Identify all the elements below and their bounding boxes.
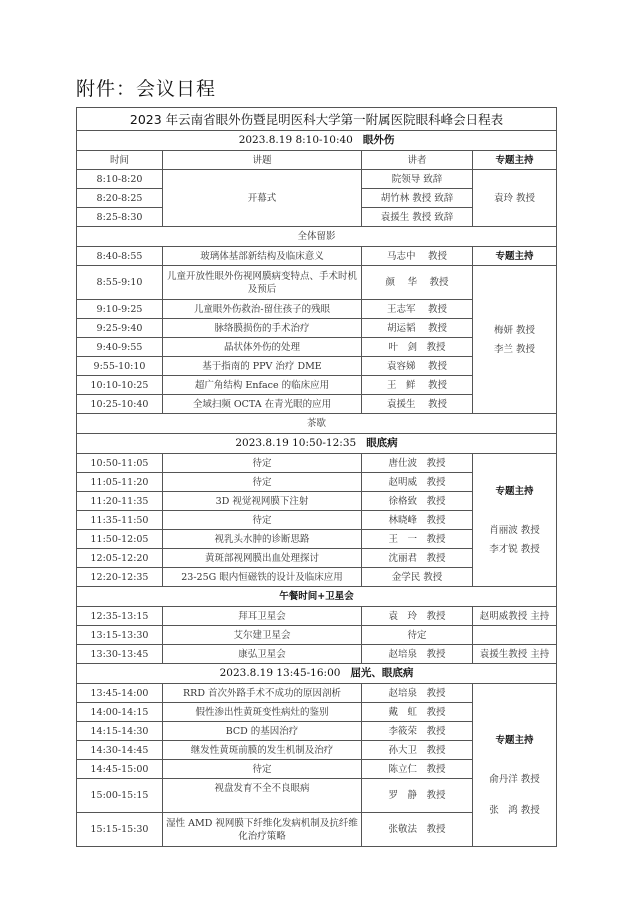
- table-row: [77, 626, 557, 645]
- time-cell: 8:20-8:25: [77, 189, 163, 208]
- speaker-cell: 袁 玲 教授: [362, 607, 473, 626]
- break-row: [77, 227, 557, 247]
- time-cell: 15:00-15:15: [77, 779, 163, 813]
- speaker-cell: 颜 华 教授: [362, 266, 473, 300]
- topic-cell: BCD 的基因治疗: [163, 722, 362, 741]
- topic-cell: 脉络膜损伤的手术治疗: [163, 319, 362, 338]
- time-cell: 14:45-15:00: [77, 760, 163, 779]
- section-header: [77, 664, 557, 684]
- speaker-cell: 孙大卫 教授: [362, 741, 473, 760]
- topic-cell: RRD 首次外路手术不成功的原因剖析: [163, 684, 362, 703]
- topic-cell: 待定: [163, 454, 362, 473]
- topic-cell: 全域扫频 OCTA 在青光眼的应用: [163, 395, 362, 414]
- time-cell: 9:55-10:10: [77, 357, 163, 376]
- topic-cell: 23-25G 眼内恒磁铁的设计及临床应用: [163, 568, 362, 587]
- section-datetime: 2023.8.19 8:10-10:40: [238, 134, 353, 146]
- document-heading: 附件：会议日程: [76, 78, 217, 100]
- topic-cell: 开幕式: [163, 170, 362, 227]
- section-datetime: 2023.8.19 13:45-16:00: [219, 667, 341, 679]
- topic-cell: 儿童开放性眼外伤视网膜病变特点、手术时机及预后: [163, 266, 362, 300]
- speaker-cell: 王 鲜 教授: [362, 376, 473, 395]
- host-title: 专题主持: [495, 735, 534, 746]
- time-cell: 12:05-12:20: [77, 549, 163, 568]
- speaker-cell: 赵培泉 教授: [362, 645, 473, 664]
- topic-cell: 黄斑部视网膜出血处理探讨: [163, 549, 362, 568]
- table-row: [77, 247, 557, 266]
- col-header-speaker: 讲者: [362, 151, 473, 170]
- speaker-cell: 金学民 教授: [362, 568, 473, 587]
- host-name: 俞丹洋 教授: [489, 774, 540, 785]
- break-label: 全体留影: [77, 227, 557, 247]
- host-name: 肖丽波 教授: [489, 524, 540, 536]
- topic-cell: 待定: [163, 511, 362, 530]
- topic-cell: 继发性黄斑前膜的发生机制及治疗: [163, 741, 362, 760]
- speaker-cell: 张敬法 教授: [362, 813, 473, 847]
- speaker-cell: 林晓峰 教授: [362, 511, 473, 530]
- time-cell: 8:25-8:30: [77, 208, 163, 227]
- time-cell: 14:15-14:30: [77, 722, 163, 741]
- time-cell: 9:25-9:40: [77, 319, 163, 338]
- time-cell: 14:30-14:45: [77, 741, 163, 760]
- speaker-cell: 赵培泉 教授: [362, 684, 473, 703]
- topic-cell: 康弘卫星会: [163, 645, 362, 664]
- speaker-cell: 袁容娣 教授: [362, 357, 473, 376]
- col-header-host: 专题主持: [473, 151, 557, 170]
- speaker-cell: 胡运韬 教授: [362, 319, 473, 338]
- topic-cell: 超广角结构 Enface 的临床应用: [163, 376, 362, 395]
- time-cell: 13:15-13:30: [77, 626, 163, 645]
- speaker-cell: 叶 剑 教授: [362, 338, 473, 357]
- time-cell: 11:05-11:20: [77, 473, 163, 492]
- host-cell: [473, 684, 557, 847]
- time-cell: 9:40-9:55: [77, 338, 163, 357]
- section-header-row: [77, 434, 557, 454]
- table-row: [77, 607, 557, 626]
- speaker-cell: 王志军 教授: [362, 300, 473, 319]
- table-row: [77, 266, 557, 300]
- host-cell: [473, 266, 557, 414]
- break-row: [77, 414, 557, 434]
- topic-cell: 拜耳卫星会: [163, 607, 362, 626]
- speaker-cell: 待定: [362, 626, 473, 645]
- speaker-cell: 戴 虹 教授: [362, 703, 473, 722]
- topic-cell: 待定: [163, 760, 362, 779]
- col-header-topic: 讲题: [163, 151, 362, 170]
- schedule-table: [76, 107, 557, 847]
- time-cell: 10:50-11:05: [77, 454, 163, 473]
- speaker-cell: 王 一 教授: [362, 530, 473, 549]
- topic-cell: 基于指南的 PPV 治疗 DME: [163, 357, 362, 376]
- time-cell: 14:00-14:15: [77, 703, 163, 722]
- host-cell: [473, 626, 557, 645]
- section-category: 眼底病: [366, 437, 398, 449]
- lunch-label: 午餐时间+卫星会: [77, 587, 557, 607]
- table-row: [77, 170, 557, 189]
- host-name: 张 鸿 教授: [489, 805, 540, 816]
- col-header-time: 时间: [77, 151, 163, 170]
- section-header: [77, 434, 557, 454]
- time-cell: 8:10-8:20: [77, 170, 163, 189]
- host-cell: [473, 454, 557, 587]
- host-cell: 袁援生教授 主持: [473, 645, 557, 664]
- table-title-row: [77, 108, 557, 131]
- time-cell: 8:40-8:55: [77, 247, 163, 266]
- topic-cell: 儿童眼外伤救治-留住孩子的残眼: [163, 300, 362, 319]
- time-cell: 8:55-9:10: [77, 266, 163, 300]
- topic-cell: 待定: [163, 473, 362, 492]
- time-cell: 11:20-11:35: [77, 492, 163, 511]
- topic-cell: 晶状体外伤的处理: [163, 338, 362, 357]
- topic-cell: 视乳头水肿的诊断思路: [163, 530, 362, 549]
- time-cell: 12:35-13:15: [77, 607, 163, 626]
- time-cell: 11:50-12:05: [77, 530, 163, 549]
- time-cell: 10:10-10:25: [77, 376, 163, 395]
- time-cell: 15:15-15:30: [77, 813, 163, 847]
- lunch-header-row: [77, 587, 557, 607]
- speaker-cell: 赵明威 教授: [362, 473, 473, 492]
- time-cell: 10:25-10:40: [77, 395, 163, 414]
- time-cell: 13:45-14:00: [77, 684, 163, 703]
- host-cell: 赵明威教授 主持: [473, 607, 557, 626]
- speaker-cell: 袁援生 教授: [362, 395, 473, 414]
- section-header-row: [77, 664, 557, 684]
- host-name: 李兰 教授: [494, 343, 536, 355]
- topic-cell: 3D 视觉视网膜下注射: [163, 492, 362, 511]
- section-header-row: [77, 131, 557, 151]
- topic-cell: 假性渗出性黄斑变性病灶的鉴别: [163, 703, 362, 722]
- table-row: [77, 645, 557, 664]
- time-cell: 11:35-11:50: [77, 511, 163, 530]
- speaker-cell: 徐格致 教授: [362, 492, 473, 511]
- speaker-cell: 马志中 教授: [362, 247, 473, 266]
- topic-cell: 艾尔建卫星会: [163, 626, 362, 645]
- time-cell: 13:30-13:45: [77, 645, 163, 664]
- speaker-cell: 李筱荣 教授: [362, 722, 473, 741]
- host-name: 李才锐 教授: [489, 543, 540, 555]
- topic-cell: 视盘发育不全不良眼病: [163, 779, 362, 813]
- speaker-cell: 院领导 致辞: [362, 170, 473, 189]
- host-cell: 袁玲 教授: [473, 170, 557, 227]
- speaker-cell: 袁援生 教授 致辞: [362, 208, 473, 227]
- column-header-row: [77, 151, 557, 170]
- time-cell: 12:20-12:35: [77, 568, 163, 587]
- host-title: 专题主持: [473, 247, 557, 266]
- host-title: 专题主持: [495, 485, 534, 497]
- section-category: 屈光、眼底病: [350, 667, 414, 679]
- speaker-cell: 沈丽君 教授: [362, 549, 473, 568]
- speaker-cell: 唐仕波 教授: [362, 454, 473, 473]
- host-name: 梅妍 教授: [494, 324, 536, 336]
- topic-cell: 湿性 AMD 视网膜下纤维化发病机制及抗纤维化治疗策略: [163, 813, 362, 847]
- section-category: 眼外伤: [362, 134, 395, 146]
- table-row: [77, 684, 557, 703]
- time-cell: 9:10-9:25: [77, 300, 163, 319]
- speaker-cell: 陈立仁 教授: [362, 760, 473, 779]
- speaker-cell: 胡竹林 教授 致辞: [362, 189, 473, 208]
- speaker-cell: 罗 静 教授: [362, 779, 473, 813]
- break-label: 茶歇: [77, 414, 557, 434]
- table-row: [77, 454, 557, 473]
- table-title: 2023 年云南省眼外伤暨昆明医科大学第一附属医院眼科峰会日程表: [77, 108, 557, 131]
- topic-cell: 玻璃体基部新结构及临床意义: [163, 247, 362, 266]
- section-datetime: 2023.8.19 10:50-12:35: [235, 437, 357, 449]
- section-header: [77, 131, 557, 151]
